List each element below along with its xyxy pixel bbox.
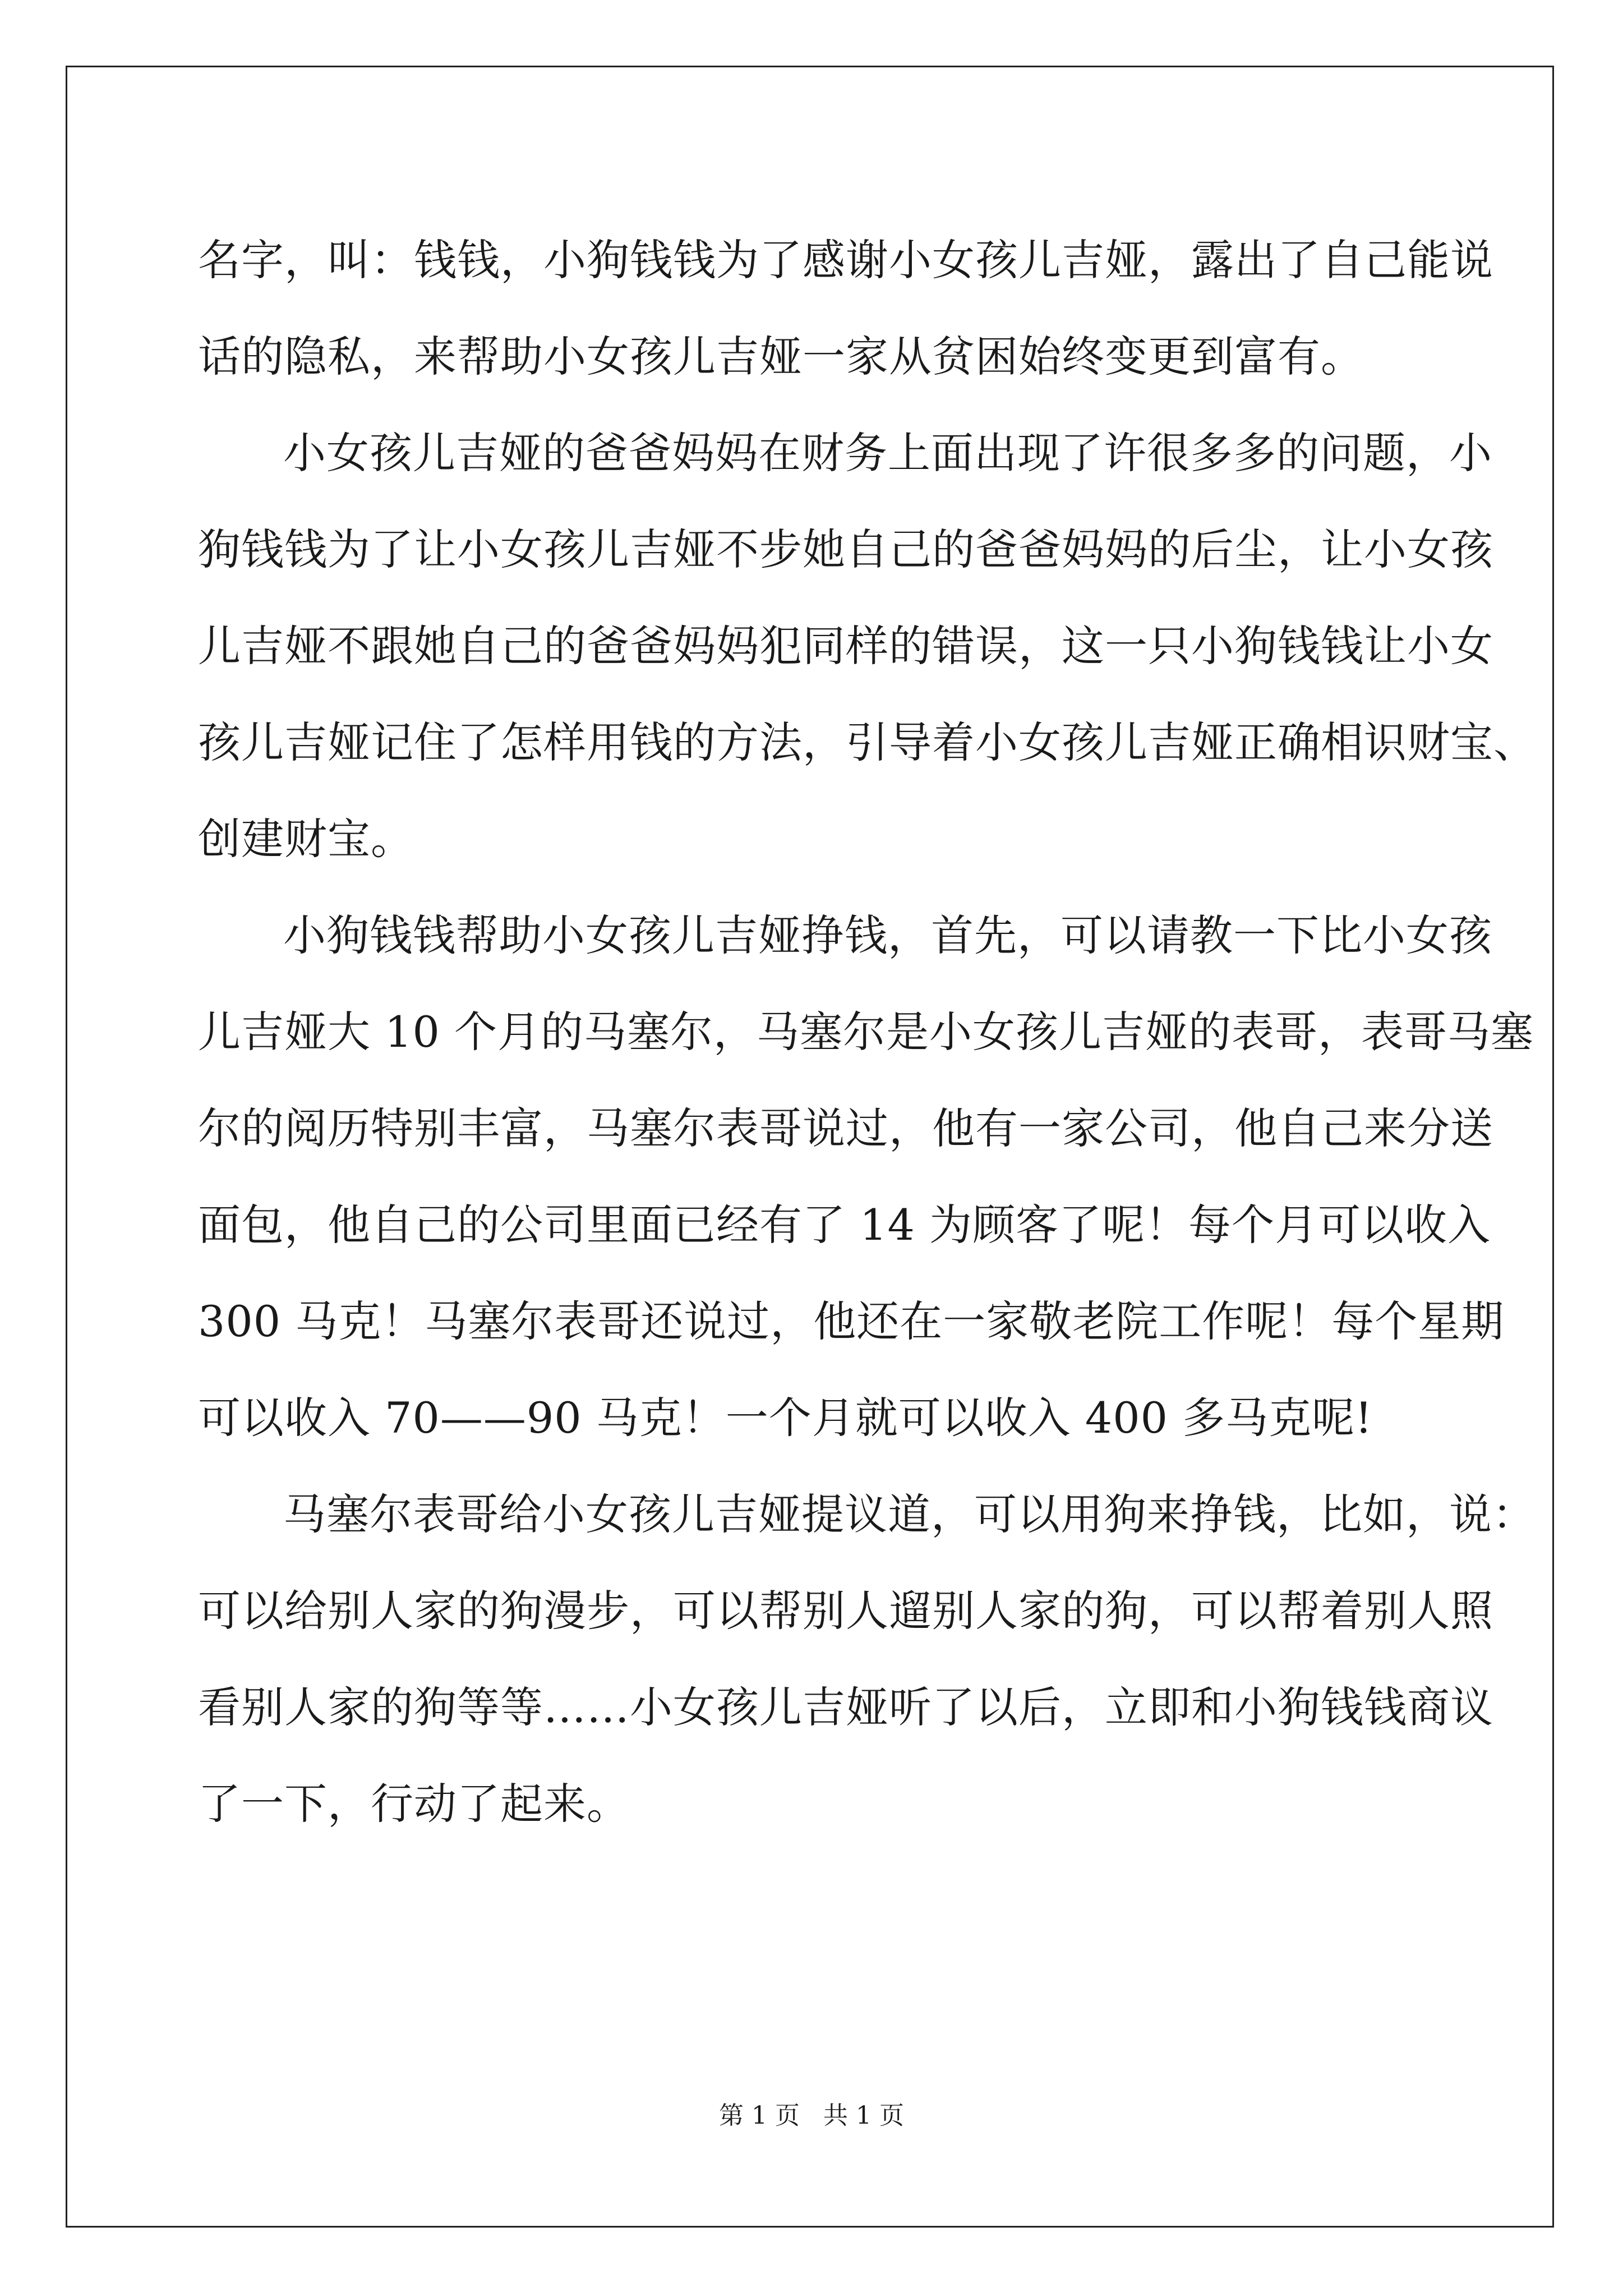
text-line: 可以给别人家的狗漫步，可以帮别人遛别人家的狗，可以帮着别人照: [198, 1586, 1493, 1636]
text-line: 话的隐私，来帮助小女孩儿吉娅一家从贫困始终变更到富有。: [198, 332, 1364, 381]
text-line: 名字，叫：钱钱，小狗钱钱为了感谢小女孩儿吉娅，露出了自己能说: [198, 235, 1493, 285]
text-line: 孩儿吉娅记住了怎样用钱的方法，引导着小女孩儿吉娅正确相识财宝、: [198, 717, 1537, 767]
text-line: 看别人家的狗等等……小女孩儿吉娅听了以后，立即和小狗钱钱商议: [198, 1682, 1493, 1732]
page-number: 第 1 页: [719, 2101, 800, 2130]
text-line: 面包，他自己的公司里面已经有了 14 为顾客了呢！每个月可以收入: [198, 1200, 1491, 1250]
text-line: 儿吉娅大 10 个月的马塞尔，马塞尔是小女孩儿吉娅的表哥，表哥马塞: [198, 1007, 1534, 1057]
page-footer: [0, 2099, 1623, 2133]
text-line: 小女孩儿吉娅的爸爸妈妈在财务上面出现了许很多多的问题，小: [283, 428, 1492, 478]
text-line: 马塞尔表哥给小女孩儿吉娅提议道，可以用狗来挣钱，比如，说：: [283, 1489, 1536, 1539]
text-line: 300 马克！马塞尔表哥还说过，他还在一家敬老院工作呢！每个星期: [198, 1296, 1505, 1346]
text-line: 创建财宝。: [198, 814, 414, 864]
text-line: 尔的阅历特别丰富，马塞尔表哥说过，他有一家公司，他自己来分送: [198, 1103, 1493, 1153]
text-line: 儿吉娅不跟她自己的爸爸妈妈犯同样的错误，这一只小狗钱钱让小女: [198, 621, 1493, 671]
text-line: 狗钱钱为了让小女孩儿吉娅不步她自己的爸爸妈妈的后尘，让小女孩: [198, 524, 1493, 574]
text-line: 了一下，行动了起来。: [198, 1779, 630, 1829]
page-total: 共 1 页: [823, 2101, 904, 2130]
text-line: 可以收入 70——90 马克！一个月就可以收入 400 多马克呢!: [198, 1393, 1373, 1443]
document-body: [198, 212, 1537, 1852]
text-line: 小狗钱钱帮助小女孩儿吉娅挣钱，首先，可以请教一下比小女孩: [283, 910, 1492, 960]
